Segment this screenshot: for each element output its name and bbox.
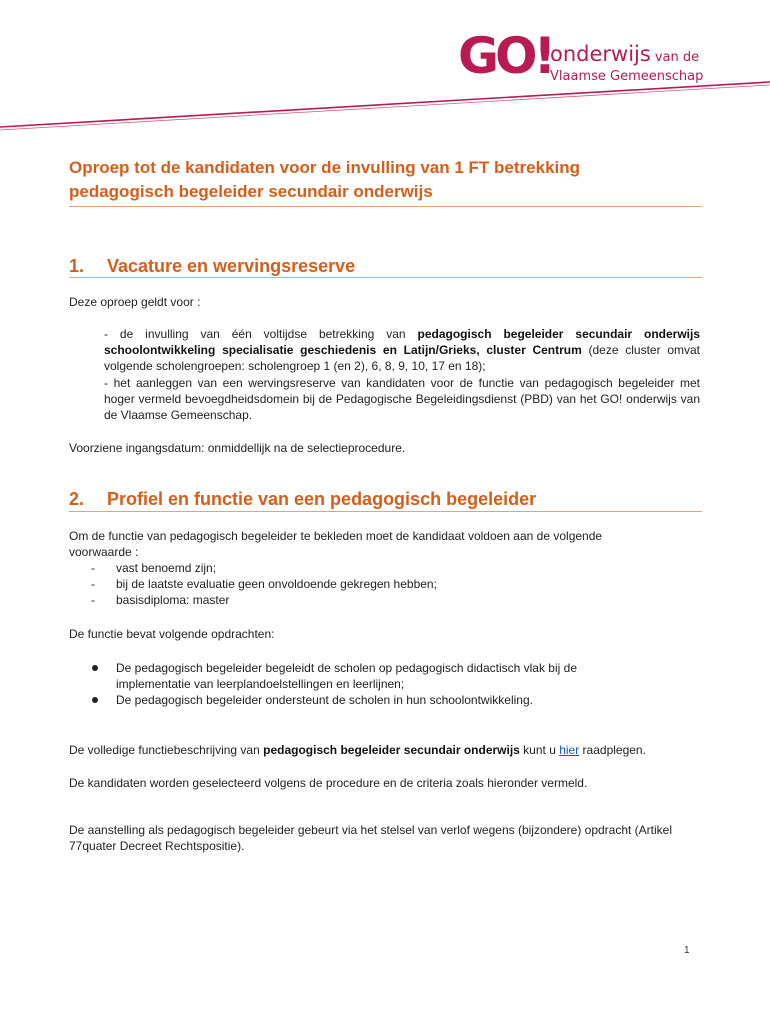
logo-go-mark: GO! [458, 27, 553, 85]
vacancy-item-bold: pedagogisch begeleider secundair onderwijs schoolontwikkeling specialisatie geschiedenis en Latijn/Grieks, cluster Centrum [104, 327, 701, 357]
list-item [69, 692, 704, 708]
list-item [69, 592, 704, 608]
requirements-intro: Om de functie van pedagogisch begeleider te bekleden moet de kandidaat voldoen aan de volgende voorwaarde : [69, 529, 603, 559]
requirement-text: bij de laatste evaluatie geen onvoldoende gekregen hebben; [116, 577, 437, 591]
go-logo [458, 26, 718, 96]
function-description-link[interactable]: hier [559, 743, 580, 757]
logo-onderwijs: onderwijs [550, 42, 651, 66]
dash-marker: - [91, 593, 95, 607]
bullet-icon [92, 665, 98, 671]
selection-text: De kandidaten worden geselecteerd volgens de procedure en de criteria zoals hieronder vermeld. [69, 776, 588, 790]
full-description-bold: pedagogisch begeleider secundair onderwijs [263, 743, 520, 757]
logo-vlaamse-gemeenschap: Vlaamse Gemeenschap [550, 69, 704, 84]
tasks-list [69, 660, 704, 708]
list-item [69, 576, 704, 592]
vacancy-item-prefix: - de invulling van één voltijdse betrekking van [104, 327, 418, 341]
section-2-underline [69, 511, 702, 512]
full-description [69, 742, 704, 758]
section-1-title: Vacature en wervingsreserve [107, 256, 356, 276]
section-1-underline [69, 277, 702, 278]
vacancy-item-suffix: (deze cluster omvat volgende scholengroepen: scholengroep 1 (en 2), 6, 8, 9, 10, 17 en 18); [104, 343, 700, 373]
section-2-title: Profiel en functie van een pedagogisch begeleider [107, 489, 537, 509]
requirement-text: vast benoemd zijn; [116, 561, 217, 575]
logo-line1 [550, 42, 699, 66]
full-description-suffix: raadplegen. [579, 743, 646, 757]
requirement-text: basisdiploma: master [116, 593, 230, 607]
document-title [69, 156, 709, 204]
logo-van-de: van de [654, 50, 700, 65]
task-text: De pedagogisch begeleider begeleidt de scholen op pedagogisch didactisch vlak bij de implementatie van leerplandoelstellingen en leerlijnen; [116, 661, 577, 691]
full-description-prefix: De volledige functiebeschrijving van [69, 743, 264, 757]
tasks-intro: De functie bevat volgende opdrachten: [69, 627, 275, 641]
list-item [69, 560, 704, 576]
task-text: De pedagogisch begeleider ondersteunt de scholen in hun schoolontwikkeling. [116, 693, 533, 707]
section-1-number: 1. [69, 256, 85, 276]
document-title-line1: Oproep tot de kandidaten voor de invulling van 1 FT betrekking [69, 158, 581, 177]
reserve-item: - het aanleggen van een wervingsreserve van kandidaten voor de functie van pedagogisch begeleider met hoger vermeld bevoegdheidsdomein bij de Pedagogische Begeleidingsdienst (PBD) van het GO! onderwijs van de Vlaamse Gemeenschap. [104, 376, 700, 422]
full-description-middle: kunt u [519, 743, 560, 757]
section-2-number: 2. [69, 489, 85, 509]
requirements-list [69, 560, 704, 608]
section-1-intro: Deze oproep geldt voor : [69, 295, 201, 309]
vacancy-item [104, 326, 700, 374]
start-date: Voorziene ingangsdatum: onmiddellijk na de selectieprocedure. [69, 441, 406, 455]
document-title-line2: pedagogisch begeleider secundair onderwijs [69, 182, 433, 201]
dash-marker: - [91, 561, 95, 575]
page-number: 1 [684, 945, 690, 956]
section-1-heading [69, 254, 709, 278]
bullet-icon [92, 697, 98, 703]
dash-marker: - [91, 577, 95, 591]
list-item [69, 660, 636, 692]
appointment-text: De aanstelling als pedagogisch begeleider gebeurt via het stelsel van verlof wegens (bijzondere) opdracht (Artikel 77quater Decreet Rechtspositie). [69, 823, 673, 853]
title-underline [69, 206, 702, 207]
section-2-heading [69, 487, 709, 511]
